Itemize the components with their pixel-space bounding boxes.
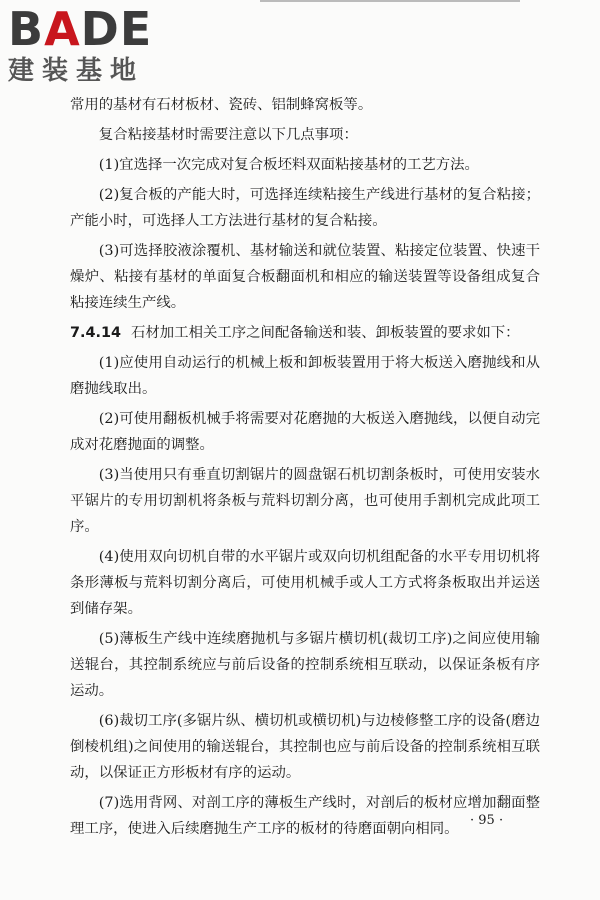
paragraph: 复合粘接基材时需要注意以下几点事项： [98, 127, 358, 143]
paragraph: 常用的基材有石材板材、瓷砖、铝制蜂窝板等。 [70, 97, 373, 113]
page-number: · 95 · [470, 813, 504, 828]
top-rule [260, 0, 520, 2]
list-item: (6)裁切工序(多锯片纵、横切机或横切机)与边棱修整工序的设备(磨边倒棱机组)之间使用的输送辊台，其控制也应与前后设备的控制系统相互联动，以保证正方形板材有序的运动。 [70, 713, 540, 781]
list-item: (1)宜选择一次完成对复合板坯料双面粘接基材的工艺方法。 [98, 157, 479, 173]
logo-subtitle: 建装基地 [8, 56, 145, 86]
list-item: (2)复合板的产能大时，可选择连续粘接生产线进行基材的复合粘接；产能小时，可选择人工方法进行基材的复合粘接。 [70, 187, 540, 229]
list-item: (1)应使用自动运行的机械上板和卸板装置用于将大板送入磨抛线和从磨抛线取出。 [70, 355, 540, 397]
list-item: (3)当使用只有垂直切割锯片的圆盘锯石机切割条板时，可使用安装水平锯片的专用切割机将条板与荒料切割分离，也可使用手割机完成此项工序。 [70, 467, 540, 535]
list-item: (3)可选择胶液涂覆机、基材输送和就位装置、粘接定位装置、快速干燥炉、粘接有基材的单面复合板翻面机和相应的输送装置等设备组成复合粘接连续生产线。 [70, 243, 540, 311]
list-item: (4)使用双向切机自带的水平锯片或双向切机组配备的水平专用切机将条形薄板与荒料切割分离后，可使用机械手或人工方式将条板取出并运送到储存架。 [70, 549, 540, 617]
document-body [70, 92, 540, 846]
logo-wordmark: BADE [8, 2, 153, 56]
list-item: (5)薄板生产线中连续磨抛机与多锯片横切机(裁切工序)之间应使用输送辊台，其控制系统应与前后设备的控制系统相互联动，以保证条板有序运动。 [70, 631, 540, 699]
list-item: (7)选用背网、对剖工序的薄板生产线时，对剖后的板材应增加翻面整理工序，使进入后续磨抛生产工序的板材的待磨面朝向相同。 [70, 795, 540, 837]
list-item: (2)可使用翻板机械手将需要对花磨抛的大板送入磨抛线，以便自动完成对花磨抛面的调整。 [70, 411, 540, 453]
section-heading [70, 320, 540, 346]
section-number: 7.4.14 [70, 325, 121, 341]
section-text: 石材加工相关工序之间配备输送和装、卸板装置的要求如下： [131, 325, 520, 341]
bade-logo [8, 2, 178, 86]
